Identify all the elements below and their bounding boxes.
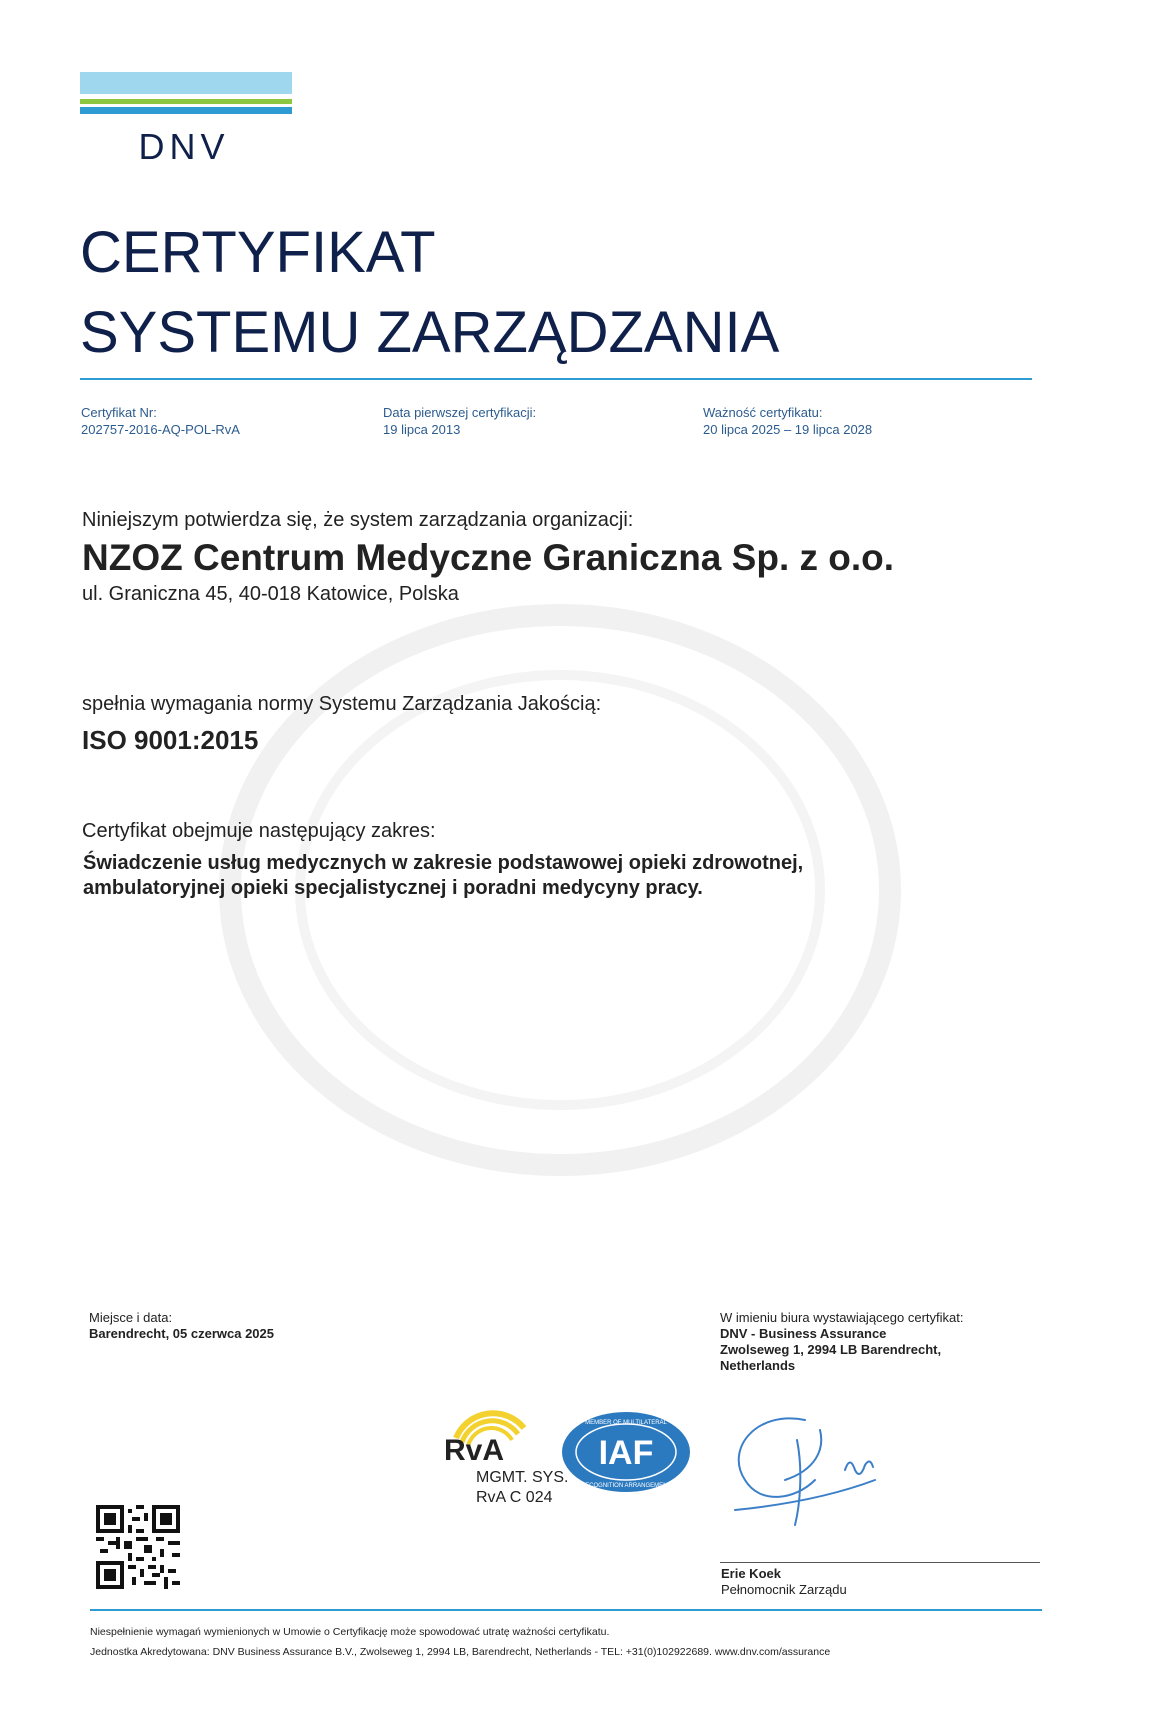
dnv-logo bbox=[80, 72, 292, 172]
standard-name: ISO 9001:2015 bbox=[82, 725, 259, 755]
logo-bar-blue bbox=[80, 107, 292, 114]
rva-text-2: RvA C 024 bbox=[476, 1489, 553, 1506]
place-date-label: Miejsce i data: bbox=[89, 1310, 173, 1325]
svg-text:RvA: RvA bbox=[444, 1434, 505, 1467]
logo-bar-light bbox=[80, 72, 292, 94]
divider-top bbox=[80, 378, 1032, 380]
cert-number-block bbox=[81, 404, 240, 438]
first-cert-value: 19 lipca 2013 bbox=[383, 422, 461, 437]
rva-text-1: MGMT. SYS. bbox=[476, 1469, 569, 1486]
place-date-value: Barendrecht, 05 czerwca 2025 bbox=[89, 1326, 274, 1341]
organization-name: NZOZ Centrum Medyczne Graniczna Sp. z o.o. bbox=[82, 537, 895, 578]
issuer-line-2: Zwolseweg 1, 2994 LB Barendrecht, bbox=[720, 1342, 942, 1357]
scope-line-1: Świadczenie usług medycznych w zakresie podstawowej opieki zdrowotnej, bbox=[83, 852, 804, 874]
issuer-line-1: DNV - Business Assurance bbox=[720, 1326, 887, 1341]
qr-code[interactable] bbox=[96, 1505, 180, 1589]
first-cert-label: Data pierwszej certyfikacji: bbox=[383, 405, 537, 420]
standard-intro: spełnia wymagania normy Systemu Zarządzania Jakością: bbox=[82, 693, 602, 715]
footer-line-2: Jednostka Akredytowana: DNV Business Assurance B.V., Zwolseweg 1, 2994 LB, Barendrecht, Netherlands - TEL: +31(0)102922689. www.dnv.com/assurance bbox=[90, 1646, 831, 1658]
rva-accreditation-mark bbox=[436, 1398, 569, 1508]
issuer-block bbox=[720, 1310, 963, 1374]
svg-text:MEMBER OF MULTILATERAL: MEMBER OF MULTILATERAL bbox=[585, 1420, 667, 1426]
logo-bar-green bbox=[80, 99, 292, 104]
issuer-label: W imieniu biura wystawiającego certyfikat: bbox=[720, 1310, 964, 1325]
validity-value: 20 lipca 2025 – 19 lipca 2028 bbox=[703, 422, 873, 437]
place-date-block bbox=[89, 1310, 274, 1342]
signer-name: Erie Koek bbox=[721, 1566, 781, 1581]
svg-text:RECOGNITION ARRANGEMENT: RECOGNITION ARRANGEMENT bbox=[580, 1483, 672, 1489]
signature-line bbox=[720, 1562, 1040, 1563]
certificate-title-line-1: CERTYFIKAT bbox=[80, 220, 436, 285]
iaf-text: IAF bbox=[598, 1434, 654, 1472]
footer-line-1: Niespełnienie wymagań wymienionych w Umowie o Certyfikację może spowodować utratę ważności certyfikatu. bbox=[90, 1626, 610, 1638]
cert-number-label: Certyfikat Nr: bbox=[81, 405, 157, 420]
logo-wordmark: DNV bbox=[138, 126, 230, 167]
issuer-line-3: Netherlands bbox=[720, 1358, 796, 1373]
signer-role: Pełnomocnik Zarządu bbox=[721, 1582, 847, 1597]
signature bbox=[725, 1410, 905, 1530]
first-cert-block bbox=[383, 404, 536, 438]
organization-intro: Niniejszym potwierdza się, że system zarządzania organizacji: bbox=[82, 509, 634, 531]
organization-address: ul. Graniczna 45, 40-018 Katowice, Polska bbox=[82, 583, 459, 605]
certificate-title-line-2: SYSTEMU ZARZĄDZANIA bbox=[80, 300, 780, 365]
validity-label: Ważność certyfikatu: bbox=[703, 405, 823, 420]
iaf-accreditation-mark bbox=[560, 1410, 692, 1494]
scope-intro: Certyfikat obejmuje następujący zakres: bbox=[82, 820, 436, 842]
scope-line-2: ambulatoryjnej opieki specjalistycznej i poradni medycyny pracy. bbox=[83, 877, 703, 899]
signer-block bbox=[721, 1566, 847, 1598]
divider-bottom bbox=[90, 1609, 1042, 1611]
cert-number-value: 202757-2016-AQ-POL-RvA bbox=[81, 422, 240, 437]
validity-block bbox=[703, 404, 872, 438]
